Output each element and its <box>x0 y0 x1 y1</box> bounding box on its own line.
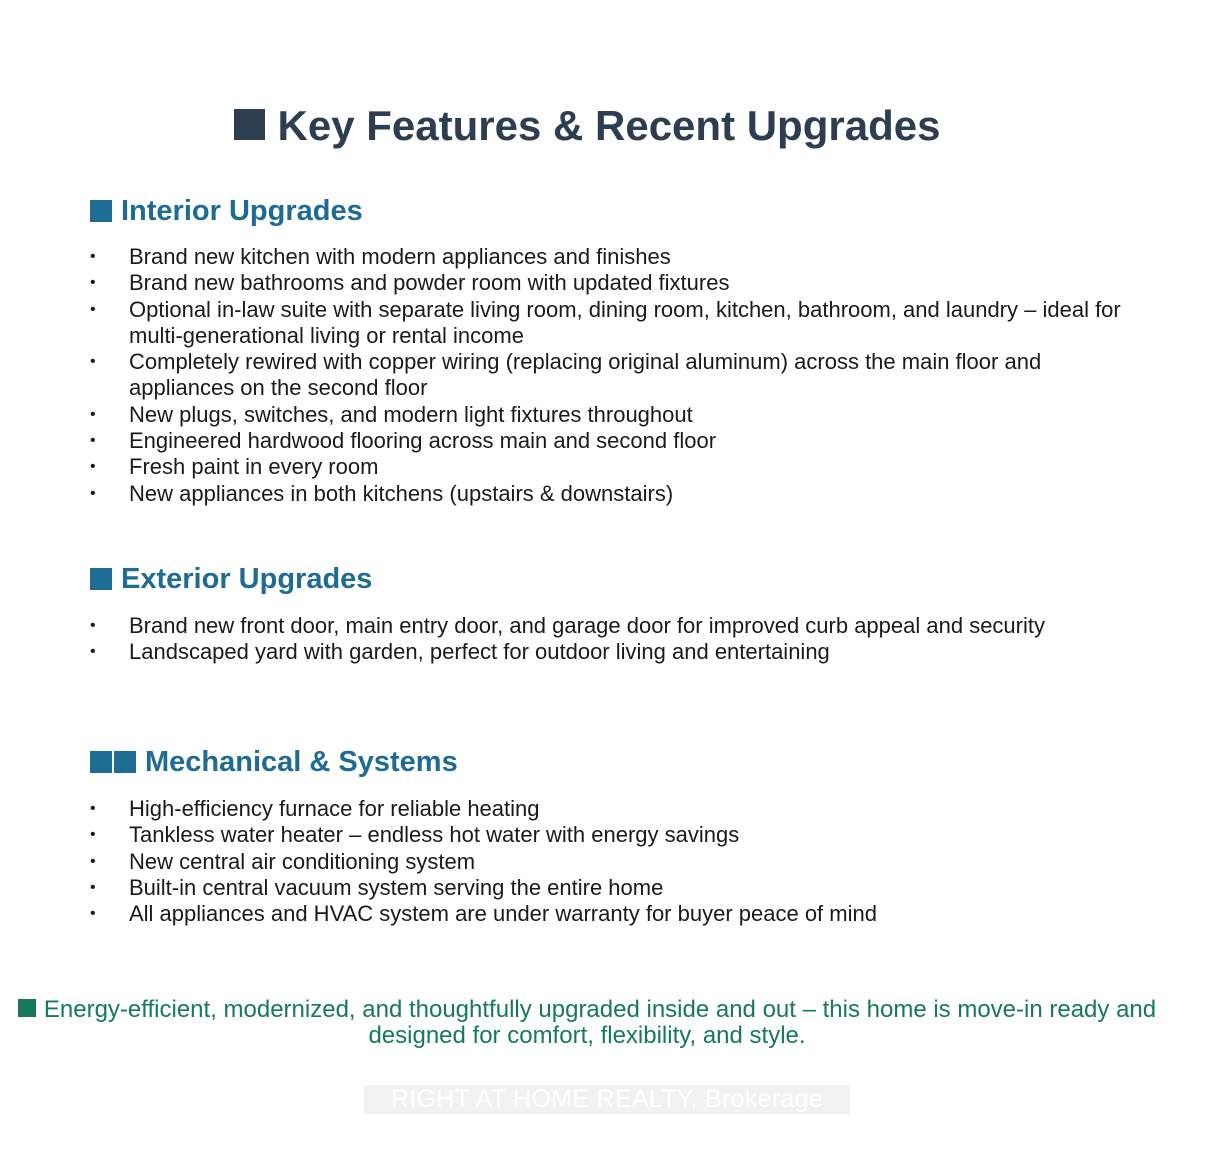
feature-list <box>90 244 1130 507</box>
list-item: • New appliances in both kitchens (upstairs & downstairs) <box>90 480 674 506</box>
list-item: • Tankless water heater – endless hot water with energy savings <box>90 822 740 848</box>
section-heading <box>90 744 1130 780</box>
bullet-icon: • <box>90 905 96 923</box>
list-item: • Completely rewired with copper wiring (replacing original aluminum) across the main floor and appliances on the second floor <box>90 349 1042 401</box>
section-heading-text: Mechanical & Systems <box>145 746 458 778</box>
footer-note <box>0 997 1174 1049</box>
bullet-icon: • <box>90 300 96 318</box>
section-heading-text: Interior Upgrades <box>121 195 363 227</box>
page-title <box>0 100 1174 152</box>
section-interior-upgrades <box>90 193 1130 507</box>
bullet-icon: • <box>90 484 96 502</box>
section-square-icon <box>90 568 112 590</box>
list-item: • Brand new kitchen with modern appliances and finishes <box>90 244 671 269</box>
list-item: • Optional in-law suite with separate living room, dining room, kitchen, bathroom, and laundry – ideal for multi-generational living or rental income <box>90 296 1121 348</box>
list-item: • Landscaped yard with garden, perfect for outdoor living and entertaining <box>90 639 830 665</box>
list-item: • New plugs, switches, and modern light fixtures throughout <box>90 401 693 427</box>
section-double-square-icon <box>90 751 136 773</box>
bullet-icon: • <box>90 405 96 423</box>
section-heading <box>90 561 1130 597</box>
bullet-icon: • <box>90 248 96 265</box>
bullet-icon: • <box>90 852 96 870</box>
bullet-icon: • <box>90 878 96 896</box>
section-mechanical-systems <box>90 744 1130 927</box>
list-item: • Brand new bathrooms and powder room with updated fixtures <box>90 270 730 296</box>
footer-note-text: Energy-efficient, modernized, and thoughtfully upgraded inside and out – this home is move-in ready and designed for comfort, flexibility, and style. <box>43 996 1157 1049</box>
list-item: • Built-in central vacuum system serving the entire home <box>90 874 664 900</box>
section-heading-text: Exterior Upgrades <box>121 563 373 595</box>
bullet-icon: • <box>90 800 96 817</box>
section-exterior-upgrades <box>90 561 1130 666</box>
brokerage-watermark: RIGHT AT HOME REALTY, Brokerage <box>364 1085 850 1114</box>
bullet-icon: • <box>90 458 96 476</box>
section-heading <box>90 193 1130 229</box>
feature-list <box>90 796 1130 927</box>
feature-list <box>90 613 1130 666</box>
bullet-icon: • <box>90 432 96 450</box>
list-item: • High-efficiency furnace for reliable heating <box>90 796 540 821</box>
list-item: • Engineered hardwood flooring across main and second floor <box>90 428 717 454</box>
bullet-icon: • <box>90 617 96 634</box>
bullet-icon: • <box>90 643 96 661</box>
bullet-icon: • <box>90 353 96 371</box>
title-square-icon <box>234 109 265 140</box>
section-square-icon <box>90 200 112 222</box>
list-item: • Brand new front door, main entry door, and garage door for improved curb appeal and security <box>90 613 1045 638</box>
page-title-text: Key Features & Recent Upgrades <box>277 102 941 149</box>
bullet-icon: • <box>90 274 96 292</box>
list-item: • All appliances and HVAC system are under warranty for buyer peace of mind <box>90 901 877 927</box>
note-square-icon <box>18 999 36 1017</box>
list-item: • New central air conditioning system <box>90 848 476 874</box>
bullet-icon: • <box>90 826 96 844</box>
list-item: • Fresh paint in every room <box>90 454 379 480</box>
